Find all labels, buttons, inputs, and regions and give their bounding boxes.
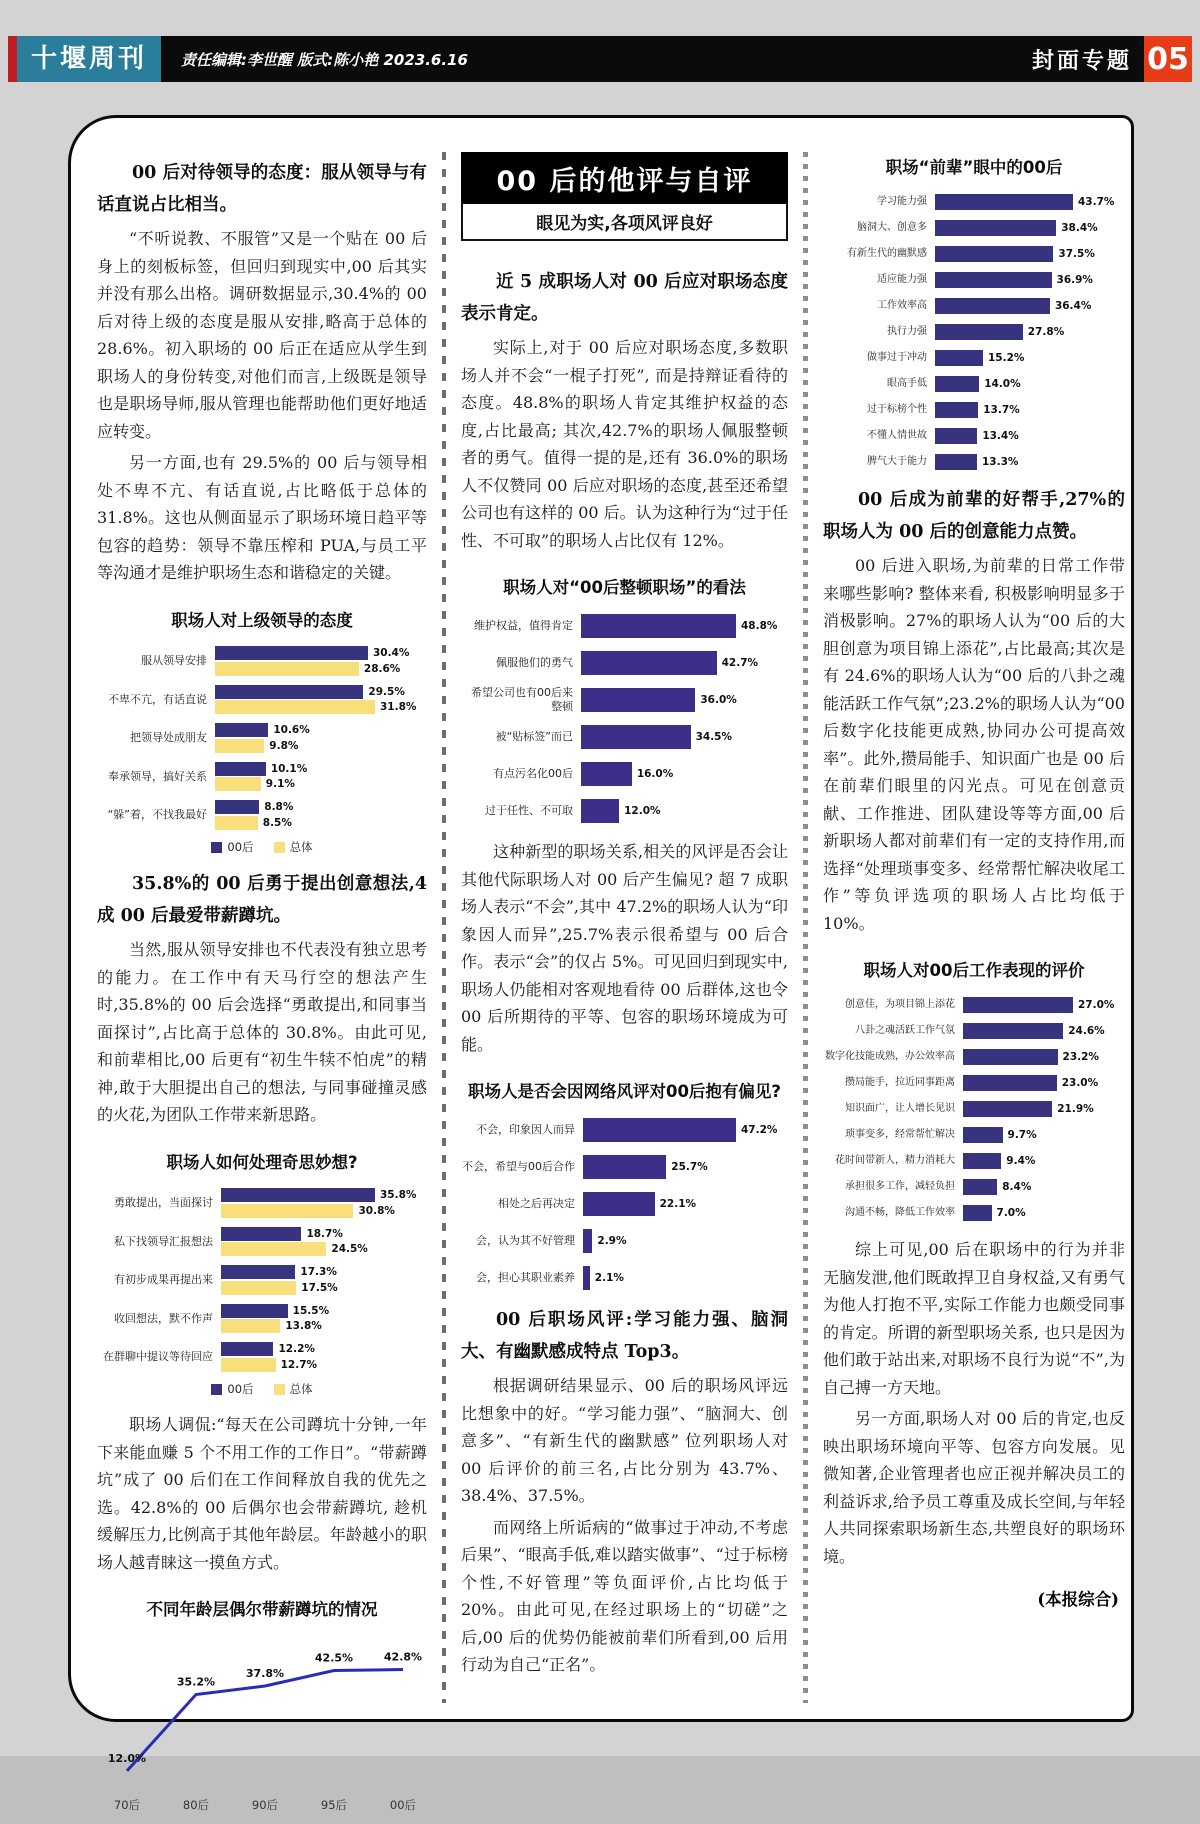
mid-lead-1: 近 5 成职场人对 00 后应对职场态度表示肯定。 xyxy=(461,272,788,324)
left-para-3: 当然,服从领导安排也不代表没有独立思考的能力。在工作中有天马行空的想法产生时,35.8%的 00 后会选择“勇敢提出,和同事当面探讨”,占比高于总体的 30.8%。由此可见,和前辈相比,00 后更有“初生牛犊不怕虎”的精神,敢于大胆提出自己的想法, 与同事碰撞灵感的火花,为团队工作带来新思路。 xyxy=(97,940,427,1125)
chart-row xyxy=(461,1116,788,1143)
chart-value-label: 9.7% xyxy=(1007,1128,1037,1141)
chart-bar xyxy=(221,1188,375,1202)
chart-category-label: 攒局能手，拉近同事距离 xyxy=(845,1076,955,1088)
chart-value-label: 13.8% xyxy=(285,1320,322,1333)
chart-value-label: 14.0% xyxy=(984,377,1021,390)
chart-category-label: 工作效率高 xyxy=(877,299,927,311)
chart-value-label: 10.6% xyxy=(273,724,310,737)
chart-bar xyxy=(935,194,1073,210)
chart-bar xyxy=(963,1179,997,1195)
left-para-1: “不听说教、不服管”又是一个贴在 00 后身上的刻板标签，但回归到现实中,00 后其实并没有那么出格。调研数据显示,30.4%的 00 后对待上级的态度是服从安排,略高于总体的 28.6%。初入职场的 00 后正在适应从学生到职场人的身份转变,对他们而言,上级既是领导也是职场导师,服从管理也能帮助他们更好地适应转变。 xyxy=(97,229,427,441)
chart-value-label: 48.8% xyxy=(741,619,778,632)
right-column xyxy=(823,148,1125,1703)
legend-swatch xyxy=(274,842,285,853)
legend-item xyxy=(211,1381,253,1397)
chart-category-label: 在群聊中提议等待回应 xyxy=(103,1350,213,1364)
chart-bar xyxy=(581,762,632,786)
mid-para-3: 根据调研结果显示、00 后的职场风评远比想象中的好。“学习能力强”、“脑洞大、创意多”、“有新生代的幽默感” 位列职场人对 00 后评价的前三名,占比分别为 43.7%、38.4%、37.5%。 xyxy=(461,1376,788,1506)
chart-bar xyxy=(935,220,1056,236)
line-series xyxy=(127,1670,403,1771)
chart-category-label: 有新生代的幽默感 xyxy=(847,247,927,259)
chart-category-label: 执行力强 xyxy=(887,325,927,337)
chart-category-label: 不懂人情世故 xyxy=(867,429,927,441)
header-bar xyxy=(8,36,1192,82)
chart-bar xyxy=(221,1319,280,1333)
chart-row xyxy=(823,1047,1125,1066)
line-value-label: 37.8% xyxy=(245,1667,285,1681)
chart-title: 职场人对上级领导的态度 xyxy=(171,610,353,630)
chart-bar xyxy=(935,376,979,392)
chart-row xyxy=(97,1264,427,1297)
chart-value-label: 23.2% xyxy=(1062,1050,1099,1063)
chart-row xyxy=(823,1073,1125,1092)
chart-value-label: 27.0% xyxy=(1078,998,1115,1011)
chart-bar xyxy=(221,1281,296,1295)
chart-bar xyxy=(581,651,717,675)
chart-value-label: 47.2% xyxy=(741,1123,778,1136)
chart-value-label: 13.3% xyxy=(982,455,1019,468)
line-category-label: 95后 xyxy=(320,1798,348,1813)
chart-row xyxy=(97,1302,427,1335)
line-chart-canvas xyxy=(97,1634,427,1824)
chart-row xyxy=(97,1225,427,1258)
chart-bar xyxy=(215,800,259,814)
chart-category-label: 不会，印象因人而异 xyxy=(476,1123,575,1137)
legend-item xyxy=(211,839,253,855)
masthead-red-stripe xyxy=(8,36,17,82)
mid-para-2: 这种新型的职场关系,相关的风评是否会让其他代际职场人对 00 后产生偏见? 超 7 成职场人表示“不会”,其中 47.2%的职场人认为“印象因人而异”,25.7%表示很希望与 00 后合作。表示“会”的仅占 5%。可见回归到现实中,职场人仍能相对客观地看待 00 后群体,这也令 00 后所期待的平等、包容的职场环境成为可能。 xyxy=(461,842,788,1054)
chart-category-label: 承担很多工作，减轻负担 xyxy=(845,1180,955,1192)
chart-bar xyxy=(583,1155,666,1179)
chart-row xyxy=(823,244,1125,263)
chart-value-label: 9.1% xyxy=(265,778,295,791)
chart-row xyxy=(461,760,788,787)
chart-performance xyxy=(823,957,1125,1222)
chart-row xyxy=(823,400,1125,419)
chart-row xyxy=(461,1227,788,1254)
chart-value-label: 8.5% xyxy=(262,816,292,829)
chart-category-label: 奉承领导，搞好关系 xyxy=(108,769,207,783)
chart-value-label: 2.1% xyxy=(594,1271,624,1284)
chart-seniors-eyes xyxy=(823,154,1125,471)
chart-category-label: 琐事变多，经常帮忙解决 xyxy=(845,1128,955,1140)
chart-value-label: 24.6% xyxy=(1068,1024,1105,1037)
middle-headline: 00 后的他评与自评 xyxy=(461,152,788,204)
chart-row xyxy=(461,723,788,750)
chart-value-label: 36.0% xyxy=(700,693,737,706)
chart-bar xyxy=(215,777,261,791)
chart-row xyxy=(461,612,788,639)
masthead-title: 十堰周刊 xyxy=(17,36,161,82)
chart-value-label: 43.7% xyxy=(1078,195,1115,208)
chart-row xyxy=(823,270,1125,289)
chart-category-label: 勇敢提出，当面探讨 xyxy=(114,1196,213,1210)
chart-category-label: 过于任性、不可取 xyxy=(485,804,573,818)
left-lead-1: 00 后对待领导的态度：服从领导与有话直说占比相当。 xyxy=(97,163,427,215)
byline: (本报综合) xyxy=(1037,1590,1119,1610)
chart-row xyxy=(823,374,1125,393)
chart-row xyxy=(97,760,427,793)
chart-row xyxy=(823,1099,1125,1118)
chart-category-label: “躲”着，不找我最好 xyxy=(107,808,207,822)
chart-category-label: 被“贴标签”而已 xyxy=(495,730,573,744)
chart-value-label: 13.4% xyxy=(982,429,1019,442)
line-category-label: 90后 xyxy=(251,1798,279,1813)
chart-bar xyxy=(215,685,363,699)
chart-bar xyxy=(221,1265,295,1279)
chart-bar xyxy=(963,1049,1058,1065)
chart-category-label: 八卦之魂活跃工作气氛 xyxy=(855,1024,955,1036)
chart-value-label: 24.5% xyxy=(331,1243,368,1256)
chart-value-label: 22.1% xyxy=(659,1197,697,1210)
chart-category-label: 做事过于冲动 xyxy=(867,351,927,363)
chart-row xyxy=(823,1177,1125,1196)
chart-bar xyxy=(935,402,978,418)
chart-title: 职场人如何处理奇思妙想? xyxy=(166,1152,358,1172)
line-value-label: 35.2% xyxy=(176,1675,216,1689)
chart-category-label: 相处之后再决定 xyxy=(498,1197,575,1211)
chart-category-label: 佩服他们的勇气 xyxy=(496,656,573,670)
chart-bar xyxy=(935,272,1052,288)
legend-label: 总体 xyxy=(289,1382,313,1397)
chart-bar xyxy=(215,662,359,676)
chart-value-label: 12.2% xyxy=(278,1343,315,1356)
chart-bar xyxy=(215,762,266,776)
chart-title: 职场“前辈”眼中的00后 xyxy=(885,158,1063,177)
chart-bar xyxy=(963,1153,1001,1169)
chart-value-label: 9.4% xyxy=(1006,1154,1036,1167)
chart-row xyxy=(823,348,1125,367)
chart-value-label: 12.0% xyxy=(624,804,661,817)
chart-row xyxy=(461,797,788,824)
chart-category-label: 会，担心其职业素养 xyxy=(476,1271,575,1285)
chart-bar xyxy=(935,246,1053,262)
legend-label: 00后 xyxy=(227,1382,254,1397)
legend-label: 00后 xyxy=(227,840,254,855)
chart-category-label: 把领导处成朋友 xyxy=(130,731,207,745)
right-para-2: 综上可见,00 后在职场中的行为并非无脑发泄,他们既敢捍卫自身权益,又有勇气为他人打抱不平,实际工作能力也颇受同事的肯定。所谓的新型职场关系, 也只是因为他们敢于站出来,对职场不良行为说“不”,为自己搏一方天地。 xyxy=(823,1240,1125,1397)
chart-bar xyxy=(963,1023,1063,1039)
chart-row xyxy=(823,218,1125,237)
chart-category-label: 过于标榜个性 xyxy=(867,403,927,415)
chart-value-label: 15.5% xyxy=(292,1304,330,1317)
chart-bar xyxy=(221,1242,326,1256)
chart-category-label: 学习能力强 xyxy=(877,195,927,207)
chart-value-label: 38.4% xyxy=(1061,221,1098,234)
chart-value-label: 27.8% xyxy=(1027,325,1065,338)
chart-row xyxy=(823,1151,1125,1170)
chart-value-label: 18.7% xyxy=(306,1227,343,1240)
masthead xyxy=(8,36,161,82)
chart-row xyxy=(823,322,1125,341)
editor-credits: 责任编辑:李世醒 版式:陈小艳 2023.6.16 xyxy=(181,50,468,69)
chart-value-label: 34.5% xyxy=(695,730,733,743)
chart-value-label: 42.7% xyxy=(721,656,759,669)
chart-bar xyxy=(215,723,268,737)
chart-value-label: 21.9% xyxy=(1057,1102,1094,1115)
chart-category-label: 会，认为其不好管理 xyxy=(476,1234,575,1248)
chart-bar xyxy=(963,1101,1052,1117)
chart-category-label: 有初步成果再提出来 xyxy=(114,1273,213,1287)
chart-row xyxy=(823,1203,1125,1222)
chart-row xyxy=(823,192,1125,211)
chart-category-label: 收回想法，默不作声 xyxy=(114,1311,213,1325)
chart-bar xyxy=(215,816,258,830)
chart-value-label: 25.7% xyxy=(671,1160,708,1173)
chart-title: 职场人对“00后整顿职场”的看法 xyxy=(503,578,746,598)
chart-category-label: 服从领导安排 xyxy=(141,654,207,668)
chart-bar xyxy=(963,997,1073,1013)
line-value-label: 42.8% xyxy=(383,1650,423,1664)
chart-wild-ideas xyxy=(97,1149,427,1398)
chart-row xyxy=(97,645,427,678)
chart-category-label: 维护权益，值得肯定 xyxy=(474,619,573,633)
chart-category-label: 不卑不亢，有话直说 xyxy=(108,692,207,706)
chart-category-label: 花时间带新人，精力消耗大 xyxy=(835,1154,955,1166)
chart-value-label: 16.0% xyxy=(636,767,674,780)
legend-swatch xyxy=(274,1384,285,1395)
chart-leader-attitude xyxy=(97,607,427,856)
chart-row xyxy=(97,799,427,832)
chart-title: 不同年龄层偶尔带薪蹲坑的情况 xyxy=(146,1600,378,1620)
chart-bar xyxy=(221,1227,301,1241)
left-para-2: 另一方面,也有 29.5%的 00 后与领导相处不卑不亢、有话直说,占比略低于总体的 31.8%。这也从侧面显示了职场环境日趋平等包容的趋势：领导不靠压榨和 PUA,与员工平等沟通才是维护职场生态和谐稳定的关键。 xyxy=(97,453,427,583)
chart-row xyxy=(97,683,427,716)
chart-value-label: 15.2% xyxy=(988,351,1025,364)
chart-row xyxy=(97,722,427,755)
chart-category-label: 不会，希望与00后合作 xyxy=(462,1160,575,1174)
chart-bar xyxy=(215,739,264,753)
chart-value-label: 8.4% xyxy=(1002,1180,1032,1193)
chart-value-label: 13.7% xyxy=(983,403,1020,416)
legend-swatch xyxy=(211,1384,222,1395)
legend-label: 总体 xyxy=(289,840,313,855)
chart-title: 职场人对00后工作表现的评价 xyxy=(863,961,1085,981)
chart-value-label: 7.0% xyxy=(996,1206,1026,1219)
chart-row xyxy=(823,1021,1125,1040)
column-divider-left xyxy=(442,152,446,1703)
chart-category-label: 眼高手低 xyxy=(887,377,927,389)
left-para-4: 职场人调侃:“每天在公司蹲坑十分钟,一年下来能血赚 5 个不用工作的工作日”。“带薪蹲坑”成了 00 后们在工作间释放自我的优先之选。42.8%的 00 后偶尔也会带薪蹲坑, 趁机缓解压力,比例高于其他年龄层。年龄越小的职场人越青睐这一摸鱼方式。 xyxy=(97,1415,427,1572)
chart-bar xyxy=(935,350,983,366)
chart-bar xyxy=(581,799,619,823)
chart-bar xyxy=(963,1127,1003,1143)
line-category-label: 70后 xyxy=(113,1798,141,1813)
chart-category-label: 脾气大于能力 xyxy=(867,455,927,467)
section-title: 封面专题 xyxy=(1031,48,1132,74)
chart-row xyxy=(461,1153,788,1180)
chart-bias xyxy=(461,1078,788,1291)
right-para-1: 00 后进入职场,为前辈的日常工作带来哪些影响? 整体来看, 积极影响明显多于消极影响。27%的职场人认为“00 后的大胆创意为项目锦上添花”,占比最高;其次是有 24.6%的职场人认为“00 后的八卦之魂能活跃工作气氛”;23.2%的职场人认为“00 后数字化技能更成熟,协同办公可提高效率”。此外,攒局能手、知识面广也是 00 后在前辈们眼里的闪光点。可见在创意贡献、工作推进、团队建设等等方面,00 后新职场人都对前辈们有一定的支持作用,而选择“处理琐事变多、经常帮忙解决收尾工作”等负评选项的职场人占比均低于 10%。 xyxy=(823,556,1125,933)
chart-value-label: 35.8% xyxy=(380,1189,417,1202)
chart-category-label: 数字化技能成熟，办公效率高 xyxy=(825,1050,955,1062)
chart-value-label: 28.6% xyxy=(363,662,401,675)
chart-row xyxy=(461,649,788,676)
mid-lead-2: 00 后职场风评:学习能力强、脑洞大、有幽默感成特点 Top3。 xyxy=(461,1310,788,1362)
content-frame xyxy=(68,115,1134,1813)
chart-bar xyxy=(963,1075,1057,1091)
chart-value-label: 36.4% xyxy=(1054,299,1092,312)
chart-bar xyxy=(963,1205,992,1221)
mid-para-4: 而网络上所诟病的“做事过于冲动,不考虑后果”、“眼高手低,难以踏实做事”、“过于标榜个性,不好管理”等负面评价,占比均低于 20%。由此可见,在经过职场上的“切磋”之后,00 后的优势仍能被前辈们所看到,00 后用行动为自己“正名”。 xyxy=(461,1517,788,1675)
chart-value-label: 30.8% xyxy=(358,1204,395,1217)
chart-value-label: 37.5% xyxy=(1058,247,1095,260)
legend-item xyxy=(274,1381,313,1397)
chart-value-label: 17.3% xyxy=(300,1266,337,1279)
chart-bar xyxy=(221,1358,276,1372)
chart-value-label: 8.8% xyxy=(264,801,294,814)
left-lead-2: 35.8%的 00 后勇于提出创意想法,4 成 00 后最爱带薪蹲坑。 xyxy=(97,874,427,926)
chart-value-label: 30.4% xyxy=(372,647,410,660)
chart-bar xyxy=(221,1342,273,1356)
middle-headline-box xyxy=(461,152,788,241)
line-category-label: 80后 xyxy=(182,1798,210,1813)
chart-row xyxy=(823,296,1125,315)
chart-bar xyxy=(935,428,977,444)
chart-bar xyxy=(215,646,368,660)
chart-row xyxy=(823,1125,1125,1144)
chart-value-label: 12.7% xyxy=(280,1358,318,1371)
chart-category-label: 私下找领导汇报想法 xyxy=(114,1234,213,1248)
legend-swatch xyxy=(211,842,222,853)
middle-subheadline: 眼见为实,各项风评良好 xyxy=(461,204,788,241)
chart-value-label: 36.9% xyxy=(1056,273,1093,286)
chart-bar xyxy=(215,700,375,714)
chart-category-label: 知识面广，让人增长见识 xyxy=(845,1102,955,1114)
legend-item xyxy=(274,839,313,855)
left-column xyxy=(97,148,427,1813)
page-number-badge: 05 xyxy=(1144,36,1192,82)
chart-row xyxy=(823,995,1125,1014)
chart-toilet-line xyxy=(97,1596,427,1824)
chart-bar xyxy=(935,454,977,470)
chart-value-label: 9.8% xyxy=(269,739,299,752)
chart-category-label: 脑洞大、创意多 xyxy=(857,221,927,233)
chart-bar xyxy=(221,1304,288,1318)
chart-category-label: 有点污名化00后 xyxy=(493,767,573,781)
chart-row xyxy=(823,426,1125,445)
line-value-label: 42.5% xyxy=(314,1651,354,1665)
line-value-label: 12.0% xyxy=(107,1752,147,1766)
chart-value-label: 17.5% xyxy=(301,1281,338,1294)
line-category-label: 00后 xyxy=(389,1798,417,1813)
chart-bar xyxy=(581,688,695,712)
right-lead-1: 00 后成为前辈的好帮手,27%的职场人为 00 后的创意能力点赞。 xyxy=(823,490,1125,542)
right-para-3: 另一方面,职场人对 00 后的肯定,也反映出职场环境向平等、包容方向发展。见微知著,企业管理者也应正视并解决员工的利益诉求,给予员工尊重及成长空间,与年轻人共同探索职场新生态,共塑良好的职场环境。 xyxy=(823,1409,1125,1566)
chart-value-label: 31.8% xyxy=(380,701,417,714)
chart-bar xyxy=(221,1204,353,1218)
chart-value-label: 23.0% xyxy=(1061,1076,1099,1089)
chart-category-label: 沟通不畅，降低工作效率 xyxy=(845,1206,955,1218)
chart-title: 职场人是否会因网络风评对00后抱有偏见? xyxy=(467,1082,782,1102)
chart-value-label: 10.1% xyxy=(270,762,308,775)
chart-bar xyxy=(583,1266,590,1290)
chart-category-label: 创意佳，为项目锦上添花 xyxy=(845,998,955,1010)
chart-bar xyxy=(935,298,1050,314)
column-divider-right xyxy=(803,152,808,1703)
chart-bar xyxy=(583,1192,655,1216)
chart-category-label: 希望公司也有00后来整顿 xyxy=(471,686,573,713)
chart-row xyxy=(823,452,1125,471)
chart-legend xyxy=(97,1381,427,1397)
chart-bar xyxy=(583,1229,592,1253)
middle-column xyxy=(461,148,788,1703)
chart-rectify-views xyxy=(461,574,788,824)
chart-bar xyxy=(581,614,736,638)
chart-bar xyxy=(935,324,1023,340)
chart-row xyxy=(461,1264,788,1291)
chart-legend xyxy=(97,839,427,855)
chart-row xyxy=(461,1190,788,1217)
chart-value-label: 29.5% xyxy=(368,685,405,698)
chart-row xyxy=(97,1341,427,1374)
mid-para-1: 实际上,对于 00 后应对职场态度,多数职场人并不会“一棍子打死”, 而是持辩证看待的态度。48.8%的职场人肯定其维护权益的态度,占比最高; 其次,42.7%的职场人佩服整顿者的勇气。值得一提的是,还有 36.0%的职场人不仅赞同 00 后应对职场的态度,甚至还希望公司也有这样的 00 后。认为这种行为“过于任性、不可取”的职场人占比仅有 12%。 xyxy=(461,338,788,550)
chart-bar xyxy=(581,725,691,749)
chart-category-label: 适应能力强 xyxy=(877,273,927,285)
chart-row xyxy=(461,686,788,713)
chart-bar xyxy=(583,1118,736,1142)
chart-row xyxy=(97,1187,427,1220)
chart-value-label: 2.9% xyxy=(597,1234,627,1247)
